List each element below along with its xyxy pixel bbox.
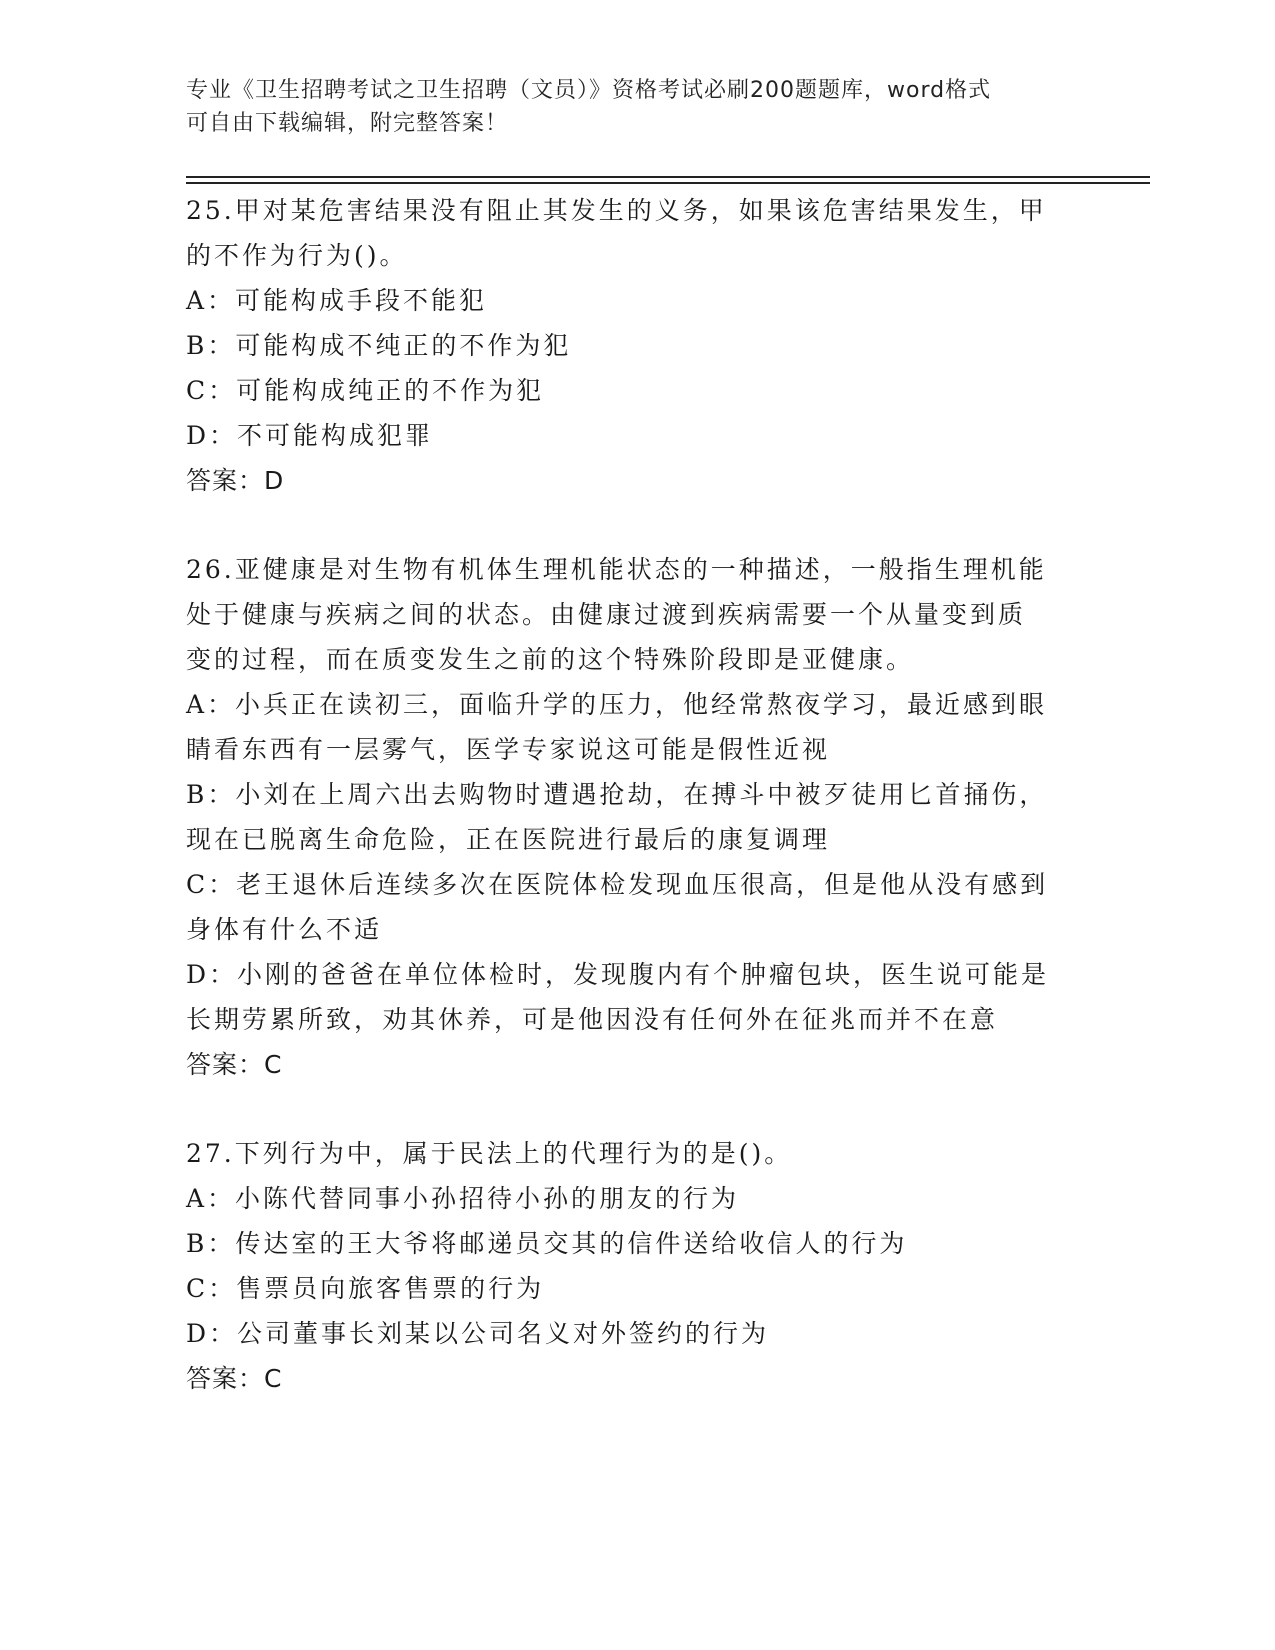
question-stem-line: 的不作为行为()。 [186, 241, 408, 270]
option-c: C：售票员向旅客售票的行为 [186, 1274, 545, 1303]
option-d-cont: 长期劳累所致，劝其休养，可是他因没有任何外在征兆而并不在意 [186, 1005, 999, 1034]
question-stem-line: 变的过程，而在质变发生之前的这个特殊阶段即是亚健康。 [186, 645, 915, 674]
question-27 [186, 1131, 1076, 1401]
option-b: B：传达室的王大爷将邮递员交其的信件送给收信人的行为 [186, 1229, 908, 1258]
option-b: B：可能构成不纯正的不作为犯 [186, 331, 572, 360]
answer: 答案：D [186, 466, 285, 495]
document-header [186, 74, 1086, 140]
question-stem-line: 27.下列行为中，属于民法上的代理行为的是()。 [186, 1139, 793, 1168]
answer: 答案：C [186, 1050, 283, 1079]
option-a: A：小陈代替同事小孙招待小孙的朋友的行为 [186, 1184, 740, 1213]
header-line: 专业《卫生招聘考试之卫生招聘（文员）》资格考试必刷200题题库，word格式 [186, 78, 992, 103]
option-a: A：可能构成手段不能犯 [186, 286, 488, 315]
header-divider [186, 182, 1150, 184]
option-c-cont: 身体有什么不适 [186, 915, 383, 944]
option-b: B：小刘在上周六出去购物时遭遇抢劫，在搏斗中被歹徒用匕首捅伤， [186, 780, 1048, 809]
header-line: 可自由下载编辑，附完整答案！ [186, 111, 509, 136]
answer: 答案：C [186, 1364, 283, 1393]
option-c: C：可能构成纯正的不作为犯 [186, 376, 545, 405]
option-c: C：老王退休后连续多次在医院体检发现血压很高，但是他从没有感到 [186, 870, 1049, 899]
question-25 [186, 188, 1076, 503]
option-a: A：小兵正在读初三，面临升学的压力，他经常熬夜学习，最近感到眼 [186, 690, 1048, 719]
option-d: D：公司董事长刘某以公司名义对外签约的行为 [186, 1319, 770, 1348]
header-divider [186, 176, 1150, 178]
question-26 [186, 547, 1076, 1087]
option-b-cont: 现在已脱离生命危险，正在医院进行最后的康复调理 [186, 825, 831, 854]
question-stem-line: 处于健康与疾病之间的状态。由健康过渡到疾病需要一个从量变到质 [186, 600, 1027, 629]
question-stem-line: 26.亚健康是对生物有机体生理机能状态的一种描述，一般指生理机能 [186, 555, 1047, 584]
option-d: D：不可能构成犯罪 [186, 421, 434, 450]
question-stem-line: 25.甲对某危害结果没有阻止其发生的义务，如果该危害结果发生，甲 [186, 196, 1047, 225]
option-a-cont: 睛看东西有一层雾气，医学专家说这可能是假性近视 [186, 735, 831, 764]
option-d: D：小刚的爸爸在单位体检时，发现腹内有个肿瘤包块，医生说可能是 [186, 960, 1050, 989]
question-list [186, 188, 1076, 1445]
